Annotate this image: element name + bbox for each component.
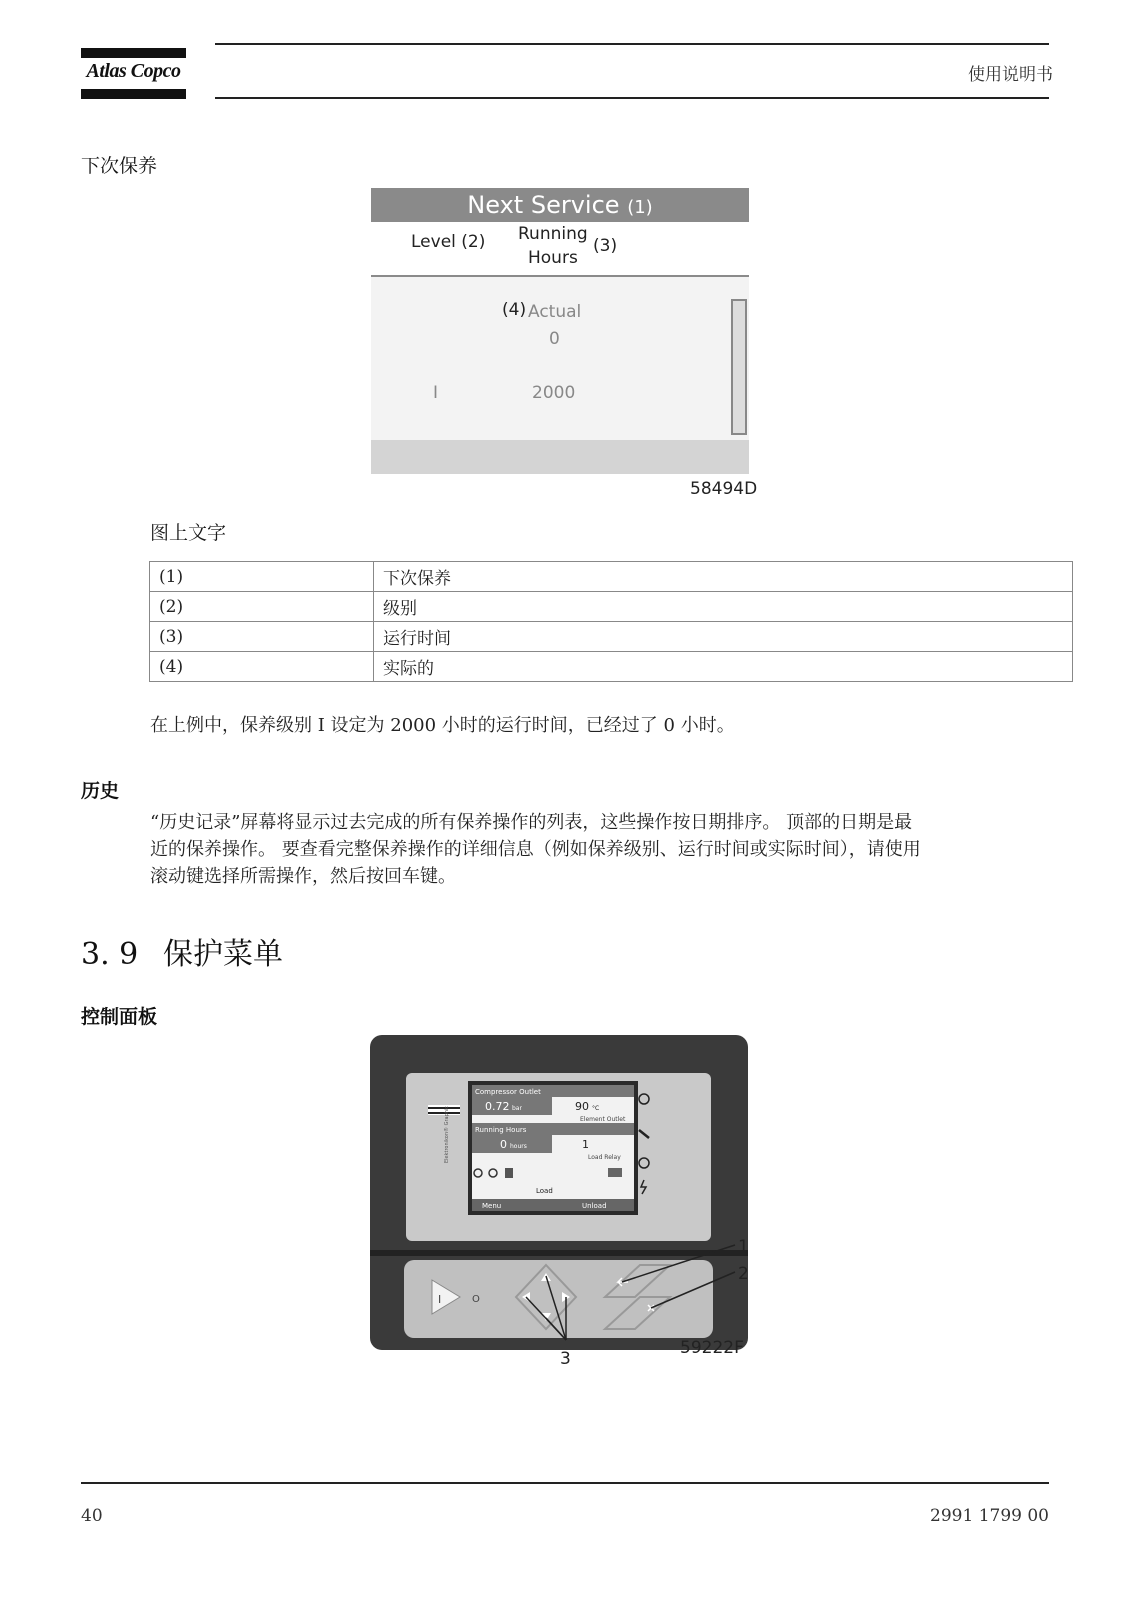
col-level: Level (2): [411, 232, 486, 252]
logo-bar-bottom: [81, 89, 186, 99]
actual-label: Actual: [528, 302, 582, 322]
hours-unit: hours: [510, 1143, 527, 1150]
level-hours: 2000: [532, 383, 576, 403]
history-line-2: 近的保养操作。 要查看完整保养操作的详细信息（例如保养级别、运行时间或实际时间），请使用: [150, 839, 921, 860]
scrollbar: [731, 299, 747, 435]
unload-softkey-label: Unload: [582, 1202, 607, 1210]
pressure-value: 0.72: [485, 1100, 510, 1113]
state-text: Load: [536, 1187, 553, 1195]
legend-text: 实际的: [374, 652, 1073, 682]
level-value: I: [433, 383, 439, 403]
history-line-1: “历史记录”屏幕将显示过去完成的所有保养操作的列表，这些操作按日期排序。 顶部的日期是最: [150, 812, 913, 833]
actual-ref: (4): [502, 300, 527, 320]
control-panel-heading: 控制面板: [81, 1006, 158, 1028]
figure-code-2: 59222F: [680, 1338, 744, 1358]
history-heading: 历史: [81, 780, 120, 802]
section-title: [81, 929, 283, 973]
legend-ref: (1): [150, 562, 374, 592]
doc-type: 使用说明书: [968, 65, 1053, 85]
doc-number: 2991 1799 00: [930, 1506, 1049, 1526]
pressure-unit: bar: [512, 1105, 522, 1112]
col-hours: Hours: [528, 248, 578, 268]
page-number: 40: [81, 1506, 103, 1526]
hours-label: Running Hours: [475, 1126, 527, 1134]
legend-ref: (3): [150, 622, 374, 652]
legend-table: [149, 561, 1073, 682]
logo-bar-top: [81, 48, 186, 58]
footer-rule: [81, 1482, 1049, 1484]
outlet-label: Compressor Outlet: [475, 1088, 541, 1096]
callout-3: 3: [560, 1349, 571, 1369]
control-panel-figure: [360, 1035, 780, 1385]
temp-unit: °C: [592, 1105, 600, 1112]
status-icon: [505, 1168, 513, 1178]
table-row: [150, 652, 1073, 682]
col-running: Running: [518, 224, 588, 244]
table-row: [150, 592, 1073, 622]
next-service-screen: [371, 188, 749, 474]
legend-text: 下次保养: [374, 562, 1073, 592]
relay-value: 1: [582, 1138, 589, 1151]
menu-softkey-label: Menu: [482, 1202, 502, 1210]
section-name: 保护菜单: [163, 937, 283, 972]
screen-footer: [371, 440, 749, 474]
legend-ref: (2): [150, 592, 374, 622]
callout-1: 1: [738, 1237, 749, 1257]
relay-label: Load Relay: [588, 1154, 621, 1161]
figure-code-1: 58494D: [690, 479, 758, 499]
panel-seam: [370, 1250, 748, 1256]
status-icon: [608, 1168, 622, 1177]
company-logo: Atlas Copco: [86, 60, 181, 82]
table-row: [150, 622, 1073, 652]
actual-value: 0: [549, 329, 560, 349]
screen-column-header: [371, 222, 749, 277]
side-label: Elektronikon® Graphic: [444, 1105, 450, 1163]
stop-button[interactable]: O: [472, 1294, 480, 1305]
example-text: 在上例中，保养级别 I 设定为 2000 小时的运行时间，已经过了 0 小时。: [150, 715, 735, 736]
screen-title: Next Service (1): [371, 188, 749, 222]
header-rule-bottom: [215, 97, 1049, 99]
element-outlet: Element Outlet: [580, 1116, 626, 1123]
hours-value: 0: [500, 1138, 507, 1151]
section-number: 3. 9: [81, 937, 139, 972]
start-symbol: I: [438, 1293, 442, 1306]
legend-ref: (4): [150, 652, 374, 682]
legend-caption: 图上文字: [150, 522, 227, 544]
legend-text: 级别: [374, 592, 1073, 622]
next-service-heading: 下次保养: [81, 155, 158, 177]
legend-text: 运行时间: [374, 622, 1073, 652]
temp-value: 90: [575, 1100, 589, 1113]
history-line-3: 滚动键选择所需操作，然后按回车键。: [150, 866, 456, 887]
col-hours-ref: (3): [593, 236, 618, 256]
table-row: [150, 562, 1073, 592]
callout-2: 2: [738, 1264, 749, 1284]
header-rule-top: [215, 43, 1049, 45]
